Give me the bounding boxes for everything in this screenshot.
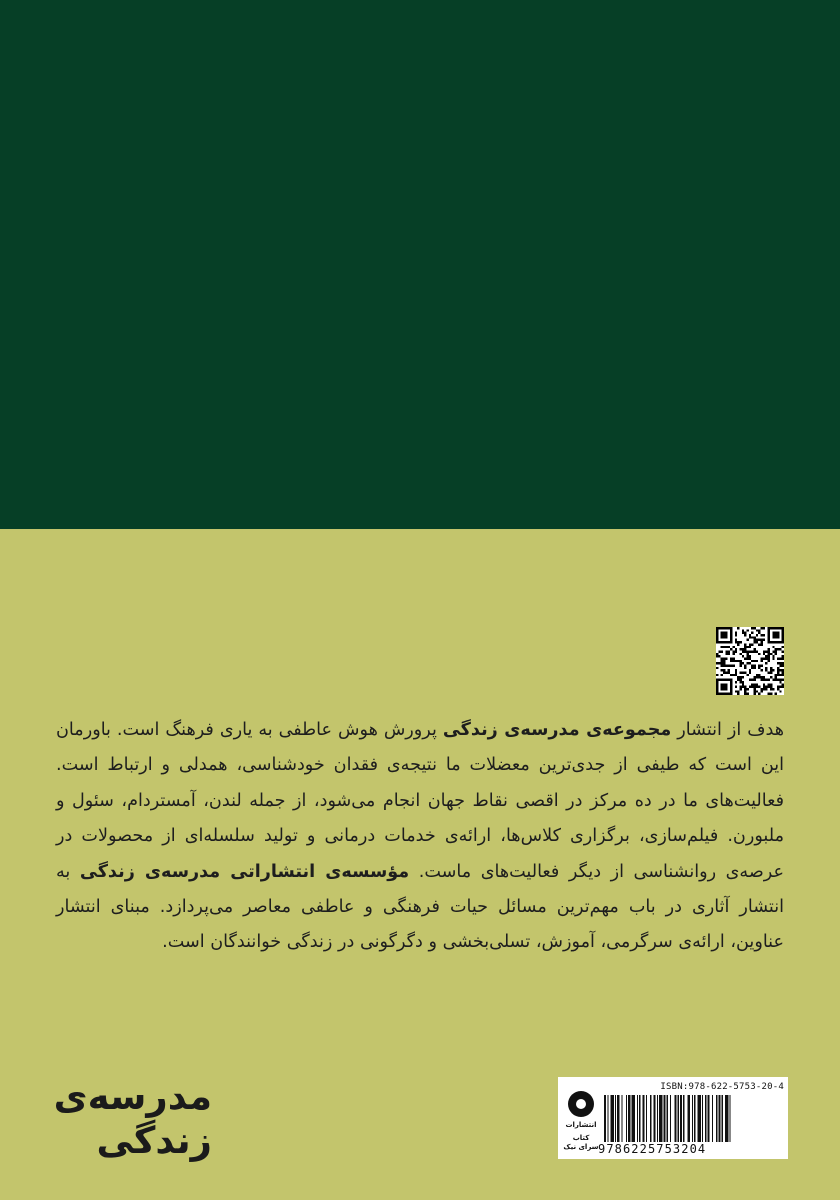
qr-code-icon: [716, 627, 784, 695]
publisher-label-2: کتاب سرای نیک: [563, 1134, 599, 1151]
logo-line-2: زندگی: [96, 1119, 212, 1162]
blurb-closing: به انتشار آثاری در باب مهم‌ترین مسائل حیات فرهنگی و عاطفی معاصر می‌پردازد. مبنای انتشار عناوین، ارائه‌ی سرگرمی، آموزش، تسلی‌بخشی و دگرگونی در زندگی خوانندگان است.: [56, 861, 784, 953]
qr-code-graphic: [716, 627, 784, 695]
series-name: مجموعه‌ی مدرسه‌ی زندگی: [442, 720, 672, 740]
isbn-label: ISBN:978-622-5753-20-4: [660, 1082, 784, 1092]
publisher-emblem-icon: [568, 1091, 594, 1117]
cover-top-band: [0, 0, 840, 529]
barcode-panel: [558, 1077, 788, 1159]
barcode-bars: [604, 1095, 784, 1142]
logo-line-1: مدرسه‌ی: [53, 1075, 212, 1118]
publisher-label-1: انتشارات: [565, 1121, 597, 1129]
barcode-graphic: [604, 1095, 784, 1142]
barcode-number: 9786225753204: [598, 1142, 707, 1156]
blurb-body: پرورش هوش عاطفی به یاری فرهنگ است. باورمان این است که طیفی از جدی‌ترین معضلات ما نتیجه‌ی فقدان خودشناسی، همدلی و ارتباط است. فعالیت‌های ما در ده مرکز در اقصی نقاط جهان انجام می‌شود، از جمله لندن، آمستردام، سئول و ملبورن. فیلم‌سازی، برگزاری کلاس‌ها، ارائه‌ی خدمات درمانی و تولید سلسله‌ای از محصولات در عرصه‌ی روانشناسی از دیگر فعالیت‌های ماست.: [56, 720, 785, 882]
publisher-name: مؤسسه‌ی انتشاراتی مدرسه‌ی زندگی: [79, 861, 410, 882]
blurb-text: [56, 713, 784, 961]
publisher-mark: [563, 1083, 599, 1153]
blurb-paragraph: [56, 713, 784, 961]
series-logo: [52, 1075, 212, 1163]
blurb-intro: هدف از انتشار: [671, 720, 785, 740]
